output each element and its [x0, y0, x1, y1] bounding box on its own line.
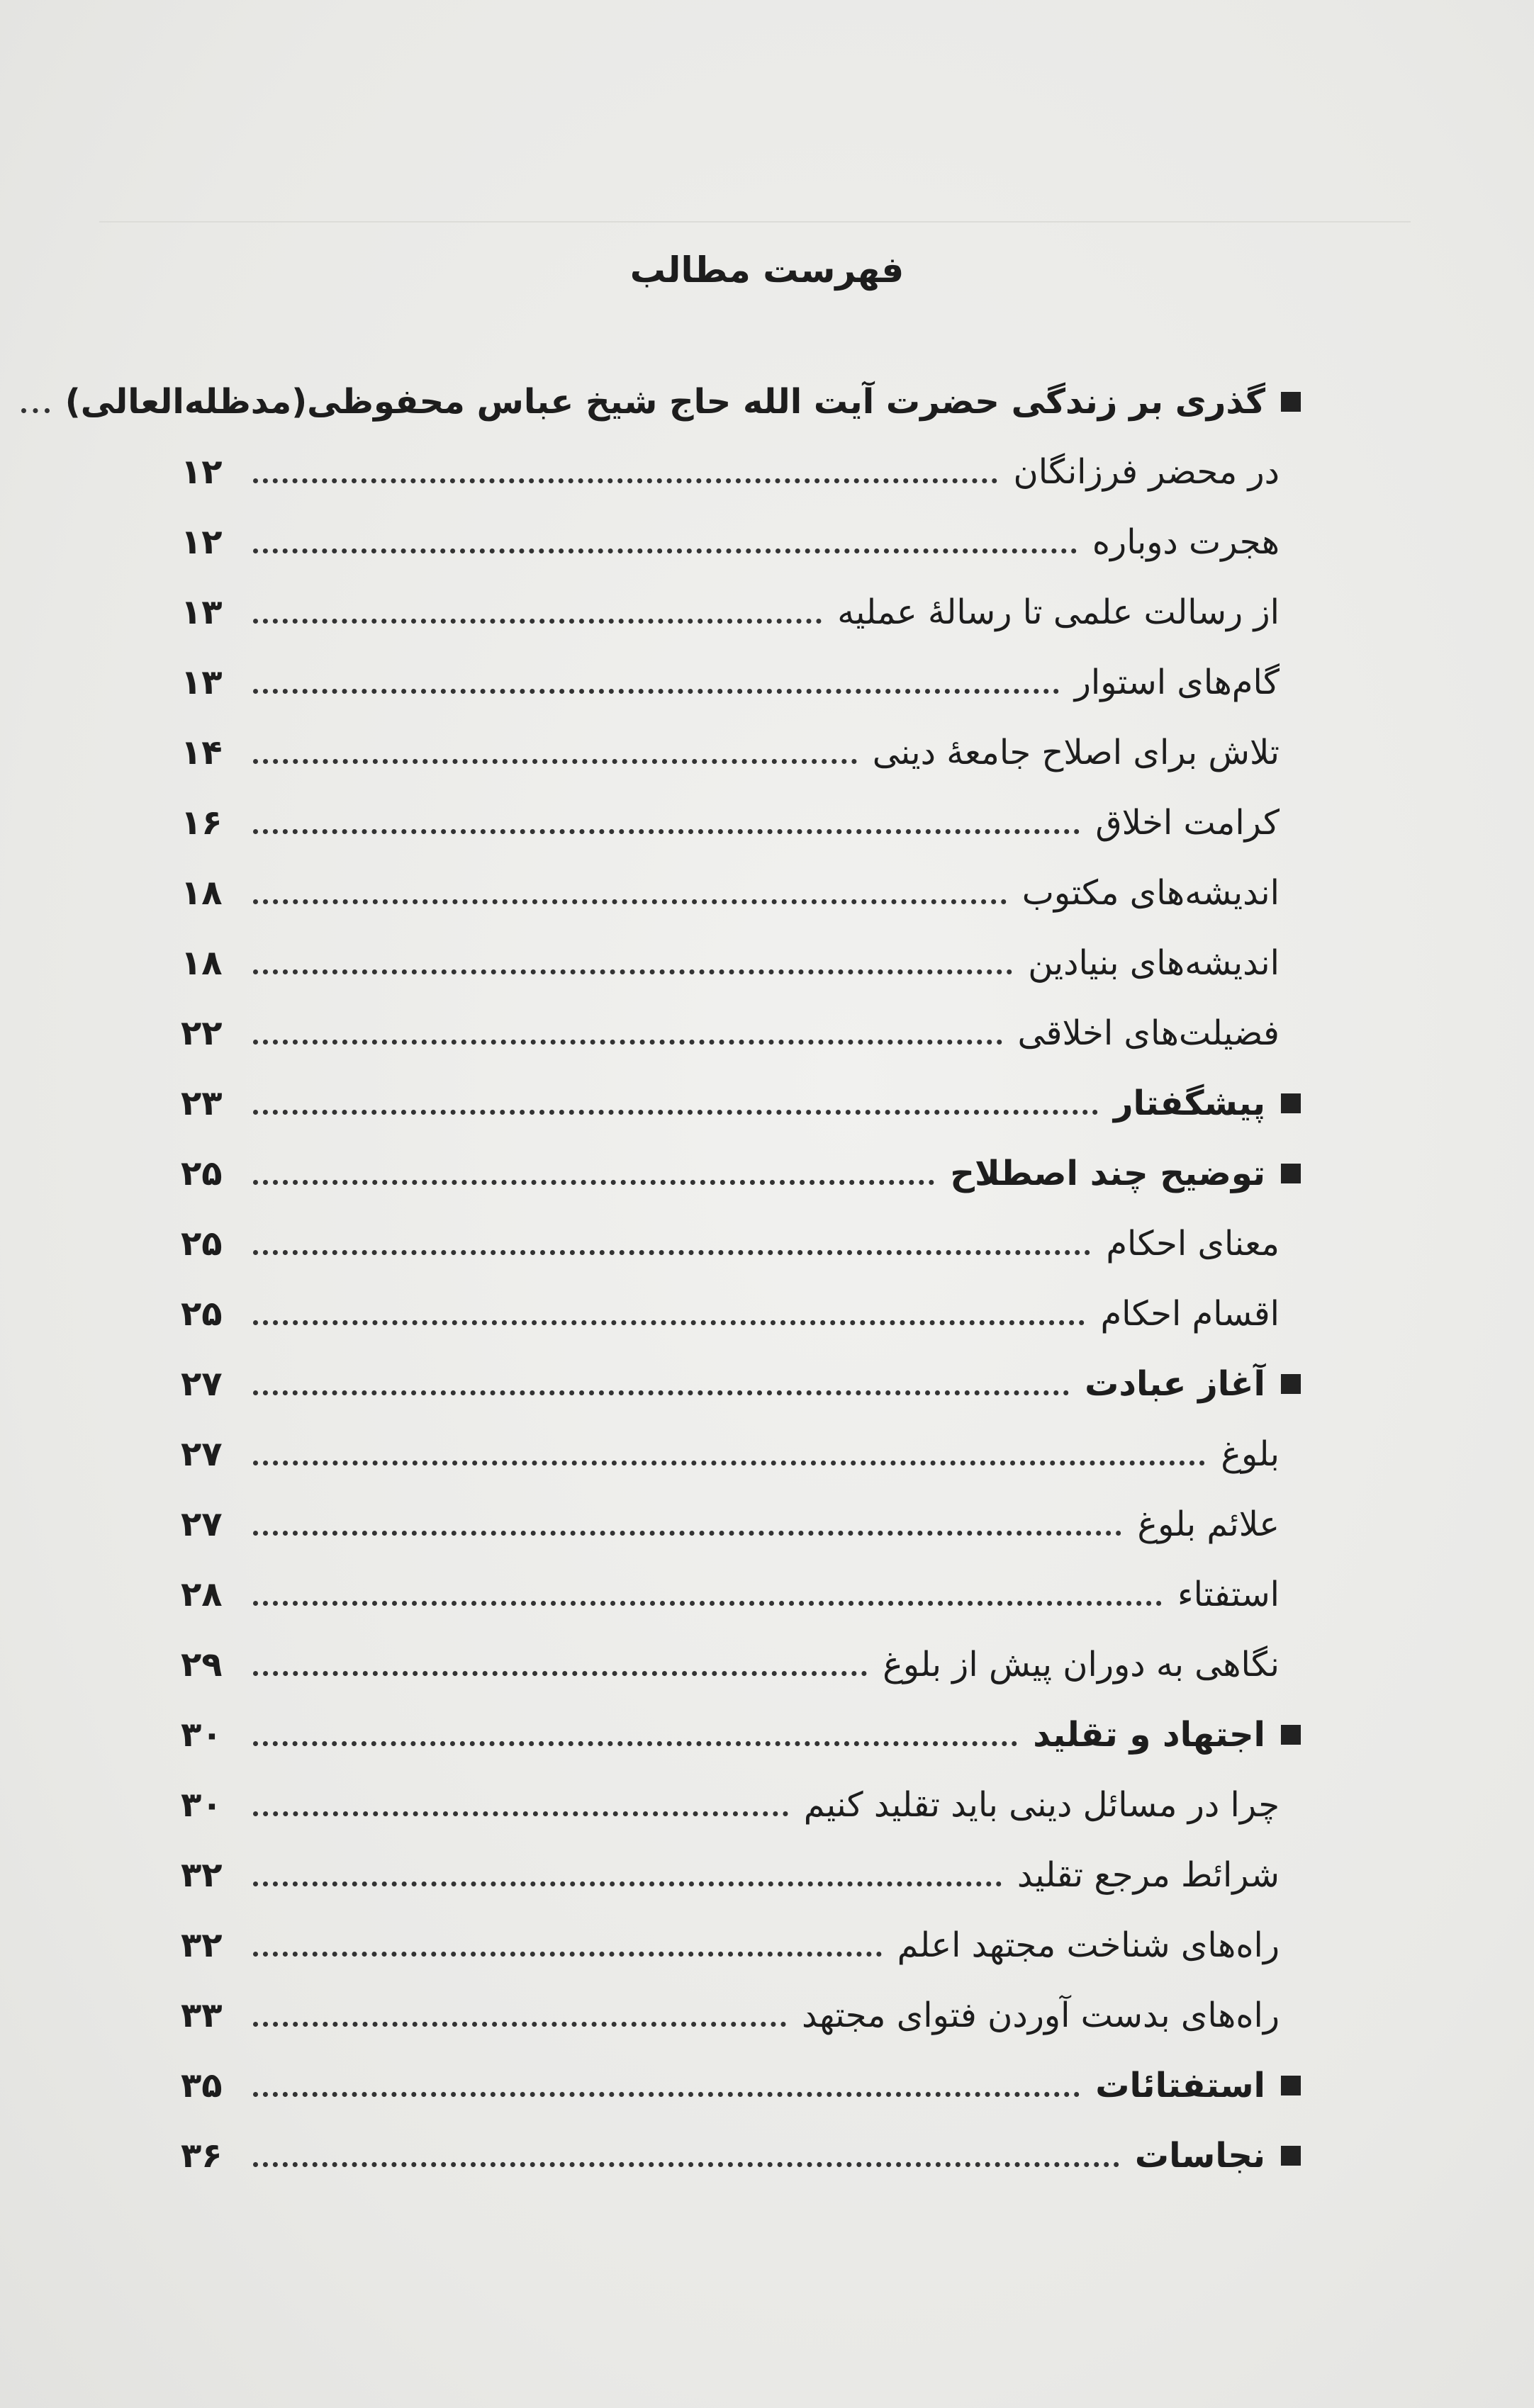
toc-entry-page-number: ۲۷	[181, 1504, 223, 1544]
square-bullet-icon	[1281, 1725, 1301, 1745]
toc-entry	[181, 2119, 1301, 2176]
dot-leader	[253, 829, 1080, 834]
page-title: فهرست مطالب	[629, 249, 905, 291]
toc-entry-title: کرامت اخلاق	[1095, 803, 1280, 843]
toc-entry-page-number: ۳۶	[181, 2136, 223, 2176]
toc-entry-page-number: ۲۹	[181, 1645, 223, 1684]
toc-entry	[181, 1768, 1301, 1825]
toc-entry	[181, 1838, 1301, 1895]
toc-entry-page-number: ۱۲	[181, 522, 223, 562]
toc-entry-page-number: ۱۲	[181, 452, 223, 492]
toc-entry	[181, 926, 1301, 983]
bleed-through-rule	[99, 221, 1411, 223]
toc-entry-title: راه‌های شناخت مجتهد اعلم	[897, 1925, 1280, 1965]
toc-entry-page-number: ۱۳	[181, 592, 223, 632]
toc-entry	[181, 575, 1301, 632]
toc-entry	[181, 716, 1301, 772]
toc-entry-title: فضیلت‌های اخلاقی	[1017, 1013, 1280, 1053]
dot-leader	[253, 759, 857, 764]
dot-leader	[253, 2022, 786, 2027]
square-bullet-icon	[1281, 1093, 1301, 1113]
toc-entry	[181, 1979, 1301, 2035]
dot-leader	[253, 899, 1007, 904]
toc-entry-page-number: ۱۳	[181, 663, 223, 702]
dot-leader	[253, 969, 1012, 974]
toc-entry	[181, 1347, 1301, 1404]
dot-leader	[253, 1110, 1098, 1115]
dot-leader	[253, 689, 1059, 694]
toc-entry-page-number: ۳۲	[181, 1855, 223, 1895]
toc-entry-page-number: ۱۸	[181, 873, 223, 913]
toc-entry	[181, 856, 1301, 913]
toc-entry-title: شرائط مرجع تقلید	[1017, 1855, 1280, 1895]
dot-leader	[253, 1741, 1017, 1746]
dot-leader	[253, 1040, 1002, 1045]
square-bullet-icon	[1281, 2076, 1301, 2095]
dot-leader	[253, 1180, 934, 1185]
toc-entry-page-number: ۱۴	[181, 733, 223, 772]
toc-entry-title: هجرت دوباره	[1092, 522, 1280, 562]
toc-entry-title: نجاسات	[1134, 2136, 1265, 2176]
toc-entry-title: استفتاء	[1177, 1575, 1280, 1614]
toc-entry-title: چرا در مسائل دینی باید تقلید کنیم	[803, 1785, 1280, 1825]
square-bullet-icon	[1281, 1374, 1301, 1394]
dot-leader	[253, 1811, 788, 1816]
toc-entry-page-number: ۳۰	[181, 1785, 223, 1825]
toc-entry-page-number: ۱۸	[181, 943, 223, 983]
toc-entry	[181, 435, 1301, 492]
toc-entry-title: در محضر فرزانگان	[1013, 452, 1280, 492]
square-bullet-icon	[1281, 392, 1301, 412]
toc-entry-page-number: ۲۵	[181, 1224, 223, 1264]
dot-leader	[253, 1531, 1121, 1536]
toc-entry	[181, 1417, 1301, 1474]
toc-entry-title: راه‌های بدست آوردن فتوای مجتهد	[801, 1996, 1280, 2035]
dot-leader	[253, 478, 997, 483]
toc-entry-title: گام‌های استوار	[1074, 663, 1280, 702]
toc-entry-page-number: ۲۵	[181, 1154, 223, 1193]
toc-entry-title: اقسام احکام	[1100, 1294, 1280, 1334]
toc-entry-page-number: ۲۳	[181, 1084, 223, 1123]
toc-entry-title: تلاش برای اصلاح جامعهٔ دینی	[872, 733, 1280, 772]
toc-entry-page-number: ۲۷	[181, 1364, 223, 1404]
toc-entry	[181, 1277, 1301, 1334]
toc-entry-page-number: ۳۳	[181, 1996, 223, 2035]
dot-leader	[253, 1601, 1162, 1606]
toc-entry-title: معنای احکام	[1106, 1224, 1280, 1264]
toc-entry	[181, 1137, 1301, 1193]
toc-entry-page-number: ۳۰	[181, 1715, 223, 1755]
toc-entry-title: توضیح چند اصطلاح	[950, 1154, 1265, 1193]
toc-entry-title: پیشگفتار	[1113, 1084, 1265, 1123]
toc-entry	[181, 1628, 1301, 1684]
toc-entry-page-number: ۳۲	[181, 1925, 223, 1965]
dot-leader	[253, 548, 1077, 553]
dot-leader	[253, 1671, 867, 1676]
toc-entry-page-number: ۲۲	[181, 1013, 223, 1053]
toc-entry-title: اجتهاد و تقلید	[1033, 1715, 1265, 1755]
dot-leader	[253, 1461, 1205, 1465]
toc-entry-page-number: ۳۵	[181, 2066, 223, 2105]
toc-entry-title: اندیشه‌های بنیادین	[1028, 943, 1280, 983]
dot-leader	[253, 2162, 1119, 2167]
toc-entry	[65, 365, 1301, 422]
dot-leader	[253, 1390, 1069, 1395]
dot-leader	[253, 2092, 1080, 2097]
toc-entry	[181, 1487, 1301, 1544]
toc-entry	[181, 1558, 1301, 1614]
toc-entry	[181, 2049, 1301, 2105]
toc-entry	[181, 505, 1301, 562]
toc-entry	[181, 1908, 1301, 1965]
toc-entry-page-number: ۲۸	[181, 1575, 223, 1614]
dot-leader	[253, 1881, 1002, 1886]
toc-entry	[181, 996, 1301, 1053]
square-bullet-icon	[1281, 2146, 1301, 2166]
toc-entry-page-number: ۲۵	[181, 1294, 223, 1334]
toc-entry-title: نگاهی به دوران پیش از بلوغ	[883, 1645, 1280, 1684]
toc-entry-title: گذری بر زندگی حضرت آیت الله حاج شیخ عباس محفوظی(مدظله‌العالی)	[65, 382, 1265, 422]
dot-leader	[253, 1952, 882, 1957]
toc-entry	[181, 786, 1301, 843]
toc-entry-page-number	[0, 385, 13, 422]
square-bullet-icon	[1281, 1164, 1301, 1183]
toc-entry-title: علائم بلوغ	[1137, 1504, 1280, 1544]
dot-leader	[253, 1250, 1090, 1255]
toc-entry	[181, 646, 1301, 702]
toc-entry-page-number: ۱۶	[181, 803, 223, 843]
dot-leader	[253, 619, 822, 624]
toc-entry	[181, 1207, 1301, 1264]
dot-leader	[253, 1320, 1085, 1325]
toc-entry-title: آغاز عبادت	[1085, 1364, 1265, 1404]
toc-entry	[181, 1067, 1301, 1123]
toc-entry-title: استفتائات	[1095, 2066, 1265, 2105]
toc-entry-title: اندیشه‌های مکتوب	[1021, 873, 1280, 913]
toc-entry-page-number: ۲۷	[181, 1434, 223, 1474]
toc-entry	[181, 1698, 1301, 1755]
dot-leader	[21, 408, 50, 413]
toc-entry-title: بلوغ	[1221, 1434, 1280, 1474]
toc-entry-title: از رسالت علمی تا رسالهٔ عملیه	[837, 592, 1280, 632]
